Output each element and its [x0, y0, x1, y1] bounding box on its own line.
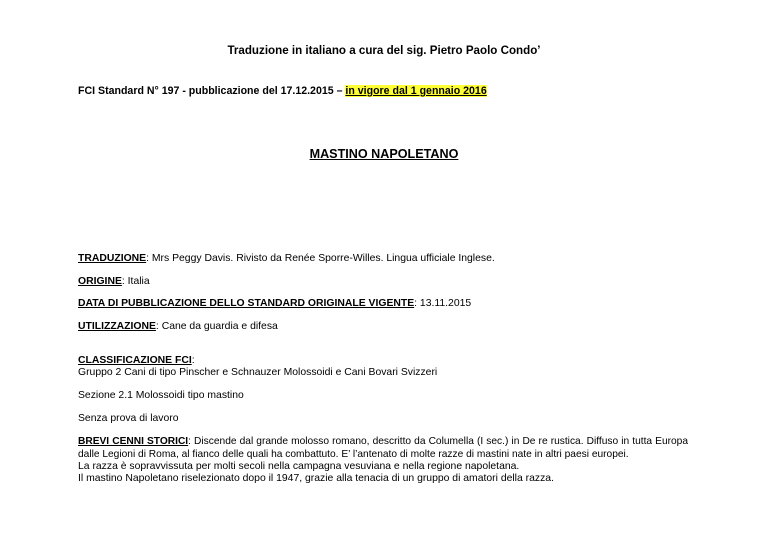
- data-pubblicazione-text: : 13.11.2015: [414, 298, 472, 309]
- cenni-storici-line-2: La razza è sopravvissuta per molti secoli nella campagna vesuviana e nella regione napoletana.: [78, 461, 520, 472]
- cenni-storici-line-3: Il mastino Napoletano riselezionato dopo il 1947, grazie alla tenacia di un gruppo di amatori della razza.: [78, 473, 554, 484]
- data-pubblicazione-label: DATA DI PUBBLICAZIONE DELLO STANDARD ORIGINALE VIGENTE: [78, 298, 415, 309]
- fci-standard-text: FCI Standard N° 197 - pubblicazione del 17.12.2015 –: [78, 85, 346, 97]
- utilizzazione-text: : Cane da guardia e difesa: [155, 321, 278, 332]
- traduzione-label: TRADUZIONE: [78, 253, 147, 264]
- cenni-storici-text: : Discende dal grande molosso romano, descritto da Columella (I sec.) in De re rustica. Diffuso in tutta Europa dalle Legioni di Roma, al fianco delle quali ha combattuto. E’ l’antenato di molte razze di mastini nate in altri paesi europei.: [78, 436, 688, 460]
- cenni-storici-label: BREVI CENNI STORICI: [78, 436, 189, 447]
- classificazione-label: CLASSIFICAZIONE FCI: [78, 355, 192, 366]
- utilizzazione-label: UTILIZZAZIONE: [78, 321, 156, 332]
- translator-header: Traduzione in italiano a cura del sig. Pietro Paolo Condo’: [227, 44, 541, 57]
- data-pubblicazione-section: [78, 297, 471, 310]
- breed-title: MASTINO NAPOLETANO: [309, 147, 459, 161]
- classificazione-colon: :: [191, 355, 195, 366]
- classificazione-prova: Senza prova di lavoro: [78, 413, 179, 424]
- classificazione-gruppo: Gruppo 2 Cani di tipo Pinscher e Schnauzer Molossoidi e Cani Bovari Svizzeri: [78, 367, 438, 378]
- fci-standard-line: [78, 85, 487, 98]
- traduzione-text: : Mrs Peggy Davis. Rivisto da Renée Sporre-Willes. Lingua ufficiale Inglese.: [146, 253, 495, 264]
- origine-text: : Italia: [121, 276, 150, 287]
- utilizzazione-section: [78, 320, 278, 333]
- origine-label: ORIGINE: [78, 276, 122, 287]
- traduzione-section: [78, 252, 495, 265]
- cenni-storici-paragraph: [78, 436, 688, 461]
- origine-section: [78, 275, 150, 288]
- classificazione-sezione: Sezione 2.1 Molossoidi tipo mastino: [78, 390, 244, 401]
- in-force-date-highlight: in vigore dal 1 gennaio 2016: [345, 85, 487, 97]
